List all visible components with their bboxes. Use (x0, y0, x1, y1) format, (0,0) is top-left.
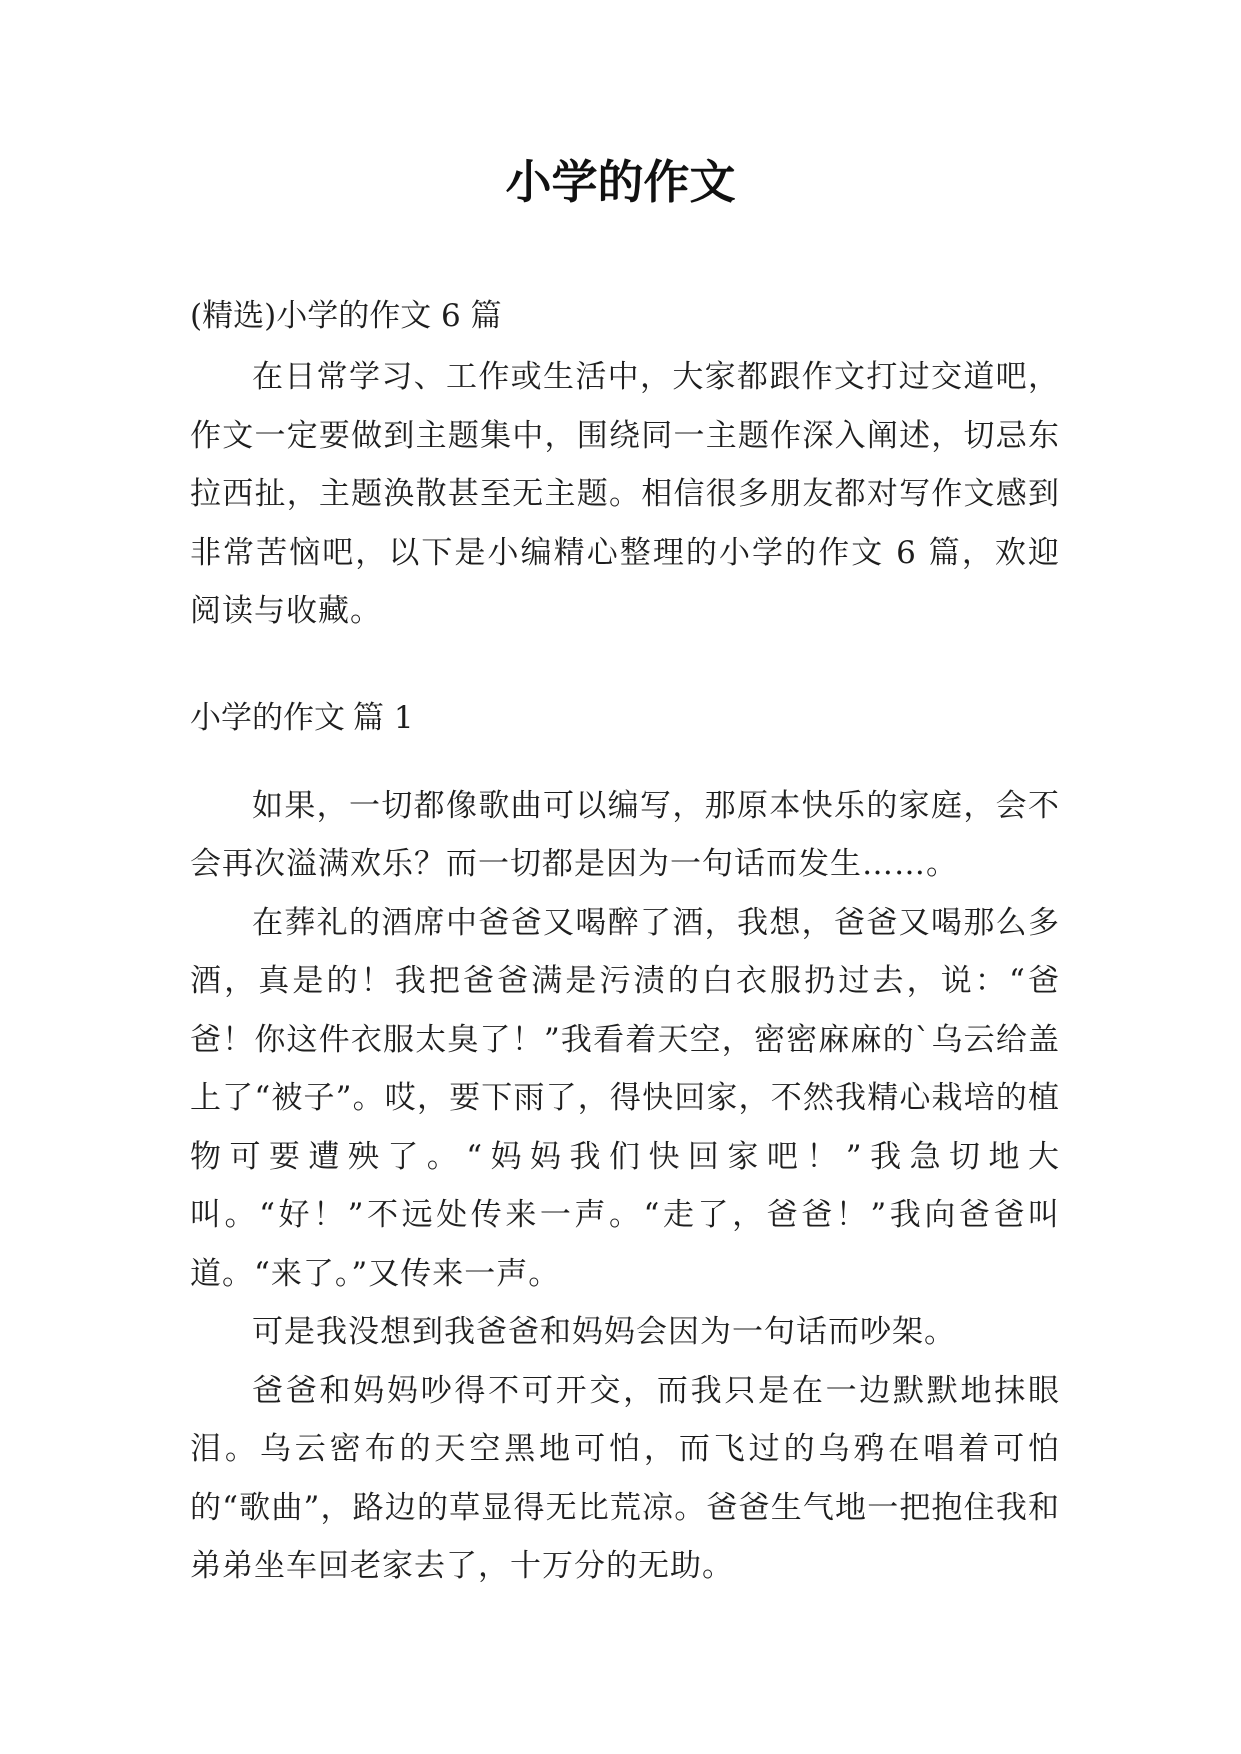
section-paragraph: 如果，一切都像歌曲可以编写，那原本快乐的家庭，会不会再次溢满欢乐？而一切都是因为一句话而发生……。 (190, 787, 1060, 882)
section-heading-title: 小学的作文 (190, 699, 345, 736)
section-paragraph: 可是我没想到我爸爸和妈妈会因为一句话而吵架。 (252, 1314, 956, 1350)
document-body (190, 288, 1060, 1596)
document-subtitle: (精选)小学的作文 6 篇 (190, 298, 502, 334)
section-heading (190, 690, 1060, 746)
section-heading-number: 篇 1 (353, 699, 414, 736)
intro-paragraph: 在日常学习、工作或生活中，大家都跟作文打过交道吧，作文一定要做到主题集中，围绕同一主题作深入阐述，切忌东拉西扯，主题涣散甚至无主题。相信很多朋友都对写作文感到非常苦恼吧，以下是小编精心整理的小学的作文 6 篇，欢迎阅读与收藏。 (190, 359, 1060, 629)
section-paragraph: 在葬礼的酒席中爸爸又喝醉了酒，我想，爸爸又喝那么多酒，真是的！我把爸爸满是污渍的白衣服扔过去，说：“爸爸！你这件衣服太臭了！”我看着天空，密密麻麻的`乌云给盖上了“被子”。哎，要下雨了，得快回家，不然我精心栽培的植物可要遭殃了。“妈妈我们快回家吧！”我急切地大叫。“好！”不远处传来一声。“走了，爸爸！”我向爸爸叫道。“来了。”又传来一声。 (190, 904, 1060, 1292)
section-paragraph: 爸爸和妈妈吵得不可开交，而我只是在一边默默地抹眼泪。乌云密布的天空黑地可怕，而飞过的乌鸦在唱着可怕的“歌曲”，路边的草显得无比荒凉。爸爸生气地一把抱住我和弟弟坐车回老家去了，十万分的无助。 (190, 1372, 1060, 1584)
document-title: 小学的作文 (505, 155, 736, 209)
